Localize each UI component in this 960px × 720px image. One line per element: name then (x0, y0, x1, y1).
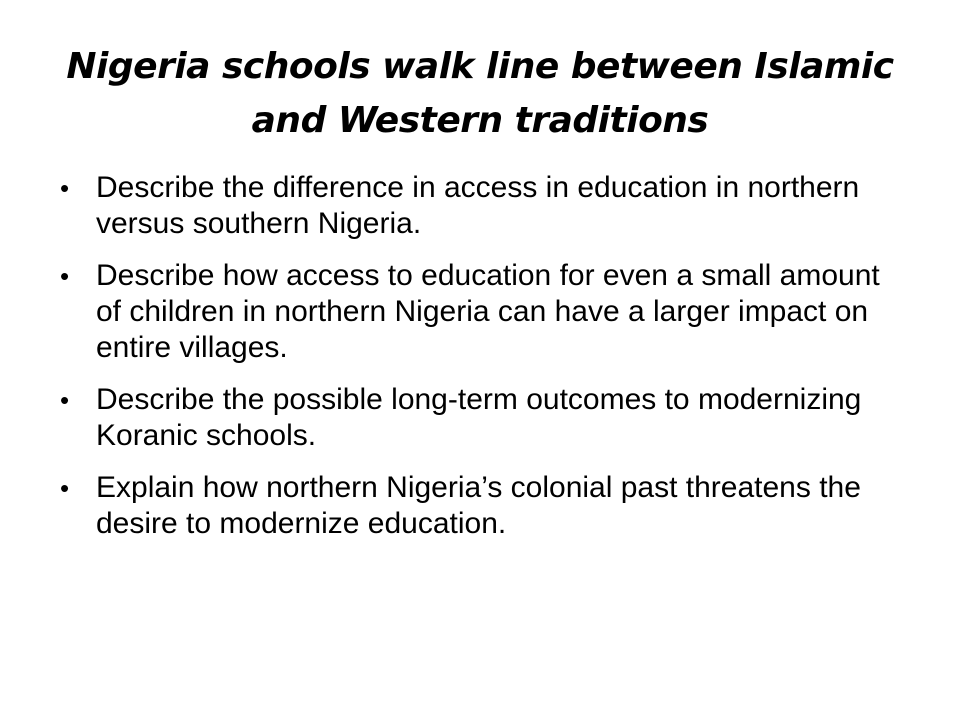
bullet-text: Describe how access to education for even a small amount of children in northern Nigeria can have a larger impact on entire villages. (96, 259, 880, 364)
bullet-text: Describe the difference in access in education in northern versus southern Nigeria. (96, 171, 860, 240)
bullet-icon: • (60, 261, 70, 291)
bullet-icon: • (60, 173, 70, 203)
slide-title: Nigeria schools walk line between Islamic and Western traditions (66, 46, 894, 141)
bullet-icon: • (60, 473, 70, 503)
bullet-item (60, 170, 910, 242)
bullet-list (60, 170, 910, 558)
bullet-icon: • (60, 385, 70, 415)
bullet-item (60, 258, 910, 366)
bullet-text: Describe the possible long-term outcomes to modernizing Koranic schools. (96, 383, 862, 452)
bullet-item (60, 382, 910, 454)
bullet-text: Explain how northern Nigeria’s colonial past threatens the desire to modernize education. (96, 471, 861, 540)
bullet-item (60, 470, 910, 542)
